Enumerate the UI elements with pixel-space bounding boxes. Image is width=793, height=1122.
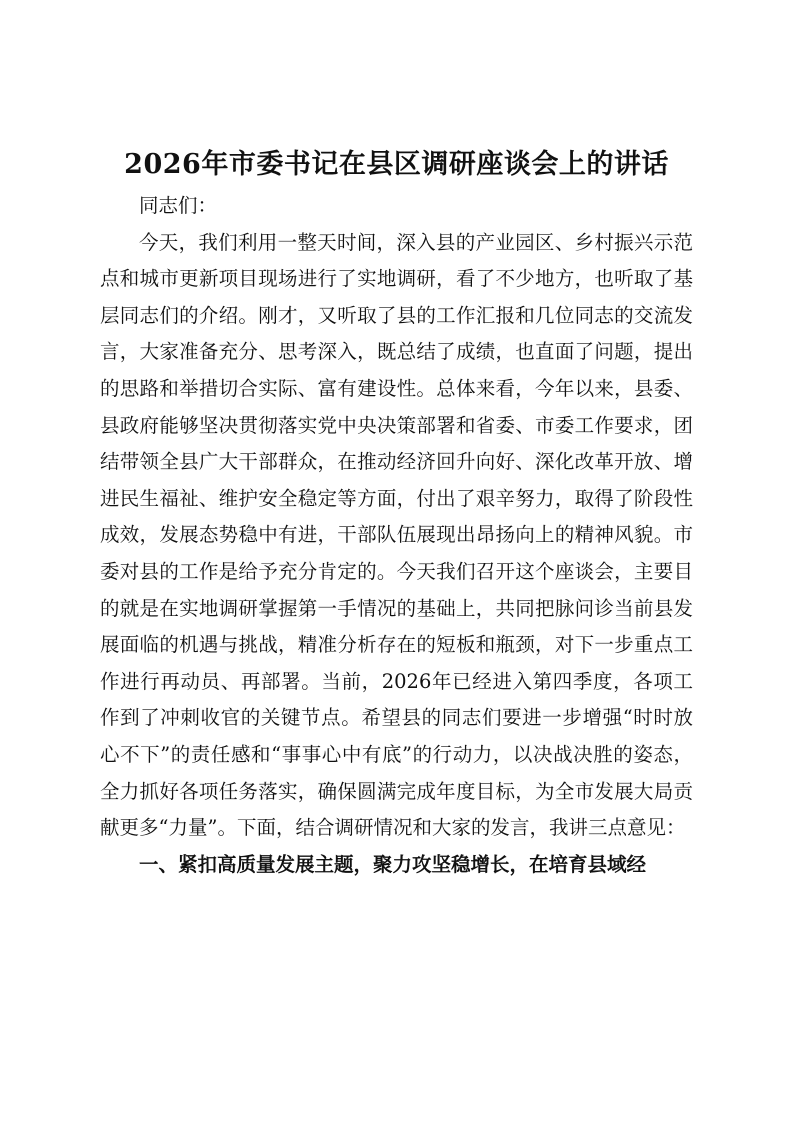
paragraph-intro: 今天，我们利用一整天时间，深入县的产业园区、乡村振兴示范点和城市更新项目现场进行了实地调研，看了不少地方，也听取了基层同志们的介绍。刚才，又听取了县的工作汇报和几位同志的交流发言，大家准备充分、思考深入，既总结了成绩，也直面了问题，提出的思路和举措切合实际、富有建设性。总体来看，今年以来，县委、县政府能够坚决贯彻落实党中央决策部署和省委、市委工作要求，团结带领全县广大干部群众，在推动经济回升向好、深化改革开放、增进民生福祉、维护安全稳定等方面，付出了艰辛努力，取得了阶段性成效，发展态势稳中有进，干部队伍展现出昂扬向上的精神风貌。市委对县的工作是给予充分肯定的。今天我们召开这个座谈会，主要目的就是在实地调研掌握第一手情况的基础上，共同把脉问诊当前县发展面临的机遇与挑战，精准分析存在的短板和瓶颈，对下一步重点工作进行再动员、再部署。当前，2026年已经进入第四季度，各项工作到了冲刺收官的关键节点。希望县的同志们要进一步增强“时时放心不下”的责任感和“事事心中有底”的行动力，以决战决胜的姿态，全力抓好各项任务落实，确保圆满完成年度目标，为全市发展大局贡献更多“力量”。下面，结合调研情况和大家的发言，我讲三点意见：	[100, 230, 693, 840]
salutation: 同志们：	[139, 194, 218, 217]
document-body	[100, 188, 693, 883]
section-heading-1: 一、紧扣高质量发展主题，聚力攻坚稳增长，在培育县域经	[139, 852, 647, 876]
document-title: 2026年市委书记在县区调研座谈会上的讲话	[124, 149, 669, 180]
